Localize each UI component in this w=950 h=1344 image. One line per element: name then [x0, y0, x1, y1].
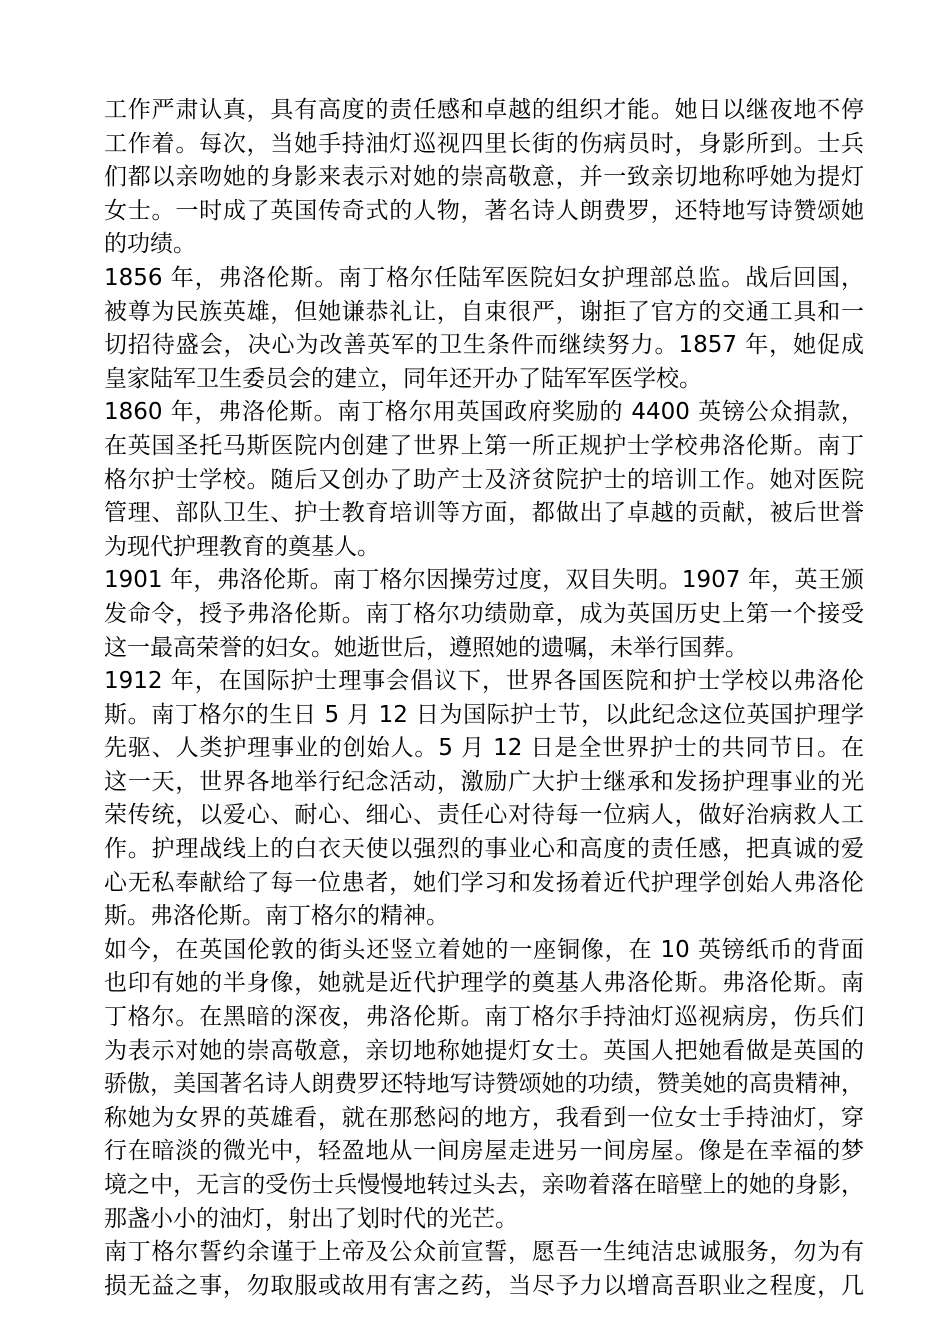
text-line: 发命令，授予弗洛伦斯。南丁格尔功绩勋章，成为英国历史上第一个接受: [104, 600, 864, 627]
text-line: 1912 年，在国际护士理事会倡议下，世界各国医院和护士学校以弗洛伦: [104, 668, 864, 695]
text-line: 切招待盛会，决心为改善英军的卫生条件而继续努力。1857 年，她促成: [104, 332, 864, 359]
text-line: 这一最高荣誉的妇女。她逝世后，遵照她的遗嘱，未举行国葬。: [104, 634, 748, 661]
text-line: 斯。南丁格尔的生日 5 月 12 日为国际护士节，以此纪念这位英国护理学: [104, 701, 864, 728]
text-line: 1856 年，弗洛伦斯。南丁格尔任陆军医院妇女护理部总监。战后回国，: [104, 264, 864, 291]
text-line: 也印有她的半身像，她就是近代护理学的奠基人弗洛伦斯。弗洛伦斯。南: [104, 970, 864, 997]
text-line: 被尊为民族英雄，但她谦恭礼让，自束很严，谢拒了官方的交通工具和一: [104, 298, 864, 325]
text-line: 工作着。每次，当她手持油灯巡视四里长街的伤病员时，身影所到。士兵: [104, 130, 864, 157]
text-line: 荣传统，以爱心、耐心、细心、责任心对待每一位病人，做好治病救人工: [104, 802, 864, 829]
text-line: 的功绩。: [104, 231, 196, 258]
text-line: 1860 年，弗洛伦斯。南丁格尔用英国政府奖励的 4400 英镑公众捐款，: [104, 399, 864, 426]
text-line: 为表示对她的崇高敬意，亲切地称她提灯女士。英国人把她看做是英国的: [104, 1037, 864, 1064]
text-line: 们都以亲吻她的身影来表示对她的崇高敬意，并一致亲切地称呼她为提灯: [104, 164, 864, 191]
text-line: 骄傲，美国著名诗人朗费罗还特地写诗赞颂她的功绩，赞美她的高贵精神，: [104, 1071, 864, 1098]
text-line: 先驱、人类护理事业的创始人。5 月 12 日是全世界护士的共同节日。在: [104, 735, 864, 762]
text-line: 行在暗淡的微光中，轻盈地从一间房屋走进另一间房屋。像是在幸福的梦: [104, 1138, 864, 1165]
text-line: 格尔护士学校。随后又创办了助产士及济贫院护士的培训工作。她对医院: [104, 466, 864, 493]
text-line: 女士。一时成了英国传奇式的人物，著名诗人朗费罗，还特地写诗赞颂她: [104, 197, 864, 224]
text-line: 丁格尔。在黑暗的深夜，弗洛伦斯。南丁格尔手持油灯巡视病房，伤兵们: [104, 1004, 864, 1031]
text-line: 那盏小小的油灯，射出了划时代的光芒。: [104, 1205, 518, 1232]
text-line: 在英国圣托马斯医院内创建了世界上第一所正规护士学校弗洛伦斯。南丁: [104, 432, 864, 459]
text-line: 皇家陆军卫生委员会的建立，同年还开办了陆军军医学校。: [104, 365, 702, 392]
text-line: 管理、部队卫生、护士教育培训等方面，都做出了卓越的贡献，被后世誉: [104, 500, 864, 527]
text-line: 损无益之事，勿取服或故用有害之药，当尽予力以增高吾职业之程度，几: [104, 1272, 864, 1299]
document-page: [104, 94, 864, 1303]
text-line: 南丁格尔誓约余谨于上帝及公众前宣誓，愿吾一生纯洁忠诚服务，勿为有: [104, 1239, 864, 1266]
text-line: 心无私奉献给了每一位患者，她们学习和发扬着近代护理学创始人弗洛伦: [104, 869, 864, 896]
text-line: 这一天，世界各地举行纪念活动，激励广大护士继承和发扬护理事业的光: [104, 768, 864, 795]
text-line: 1901 年，弗洛伦斯。南丁格尔因操劳过度，双目失明。1907 年，英王颁: [104, 567, 864, 594]
text-line: 为现代护理教育的奠基人。: [104, 533, 380, 560]
text-line: 称她为女界的英雄看，就在那愁闷的地方，我看到一位女士手持油灯，穿: [104, 1104, 864, 1131]
text-line: 工作严肃认真，具有高度的责任感和卓越的组织才能。她日以继夜地不停: [104, 97, 864, 123]
text-line: 斯。弗洛伦斯。南丁格尔的精神。: [104, 903, 449, 930]
text-line: 如今，在英国伦敦的街头还竖立着她的一座铜像，在 10 英镑纸币的背面: [104, 936, 864, 963]
text-line: 境之中，无言的受伤士兵慢慢地转过头去，亲吻着落在暗壁上的她的身影，: [104, 1172, 864, 1198]
text-line: 作。护理战线上的白衣天使以强烈的事业心和高度的责任感，把真诚的爱: [104, 836, 864, 863]
